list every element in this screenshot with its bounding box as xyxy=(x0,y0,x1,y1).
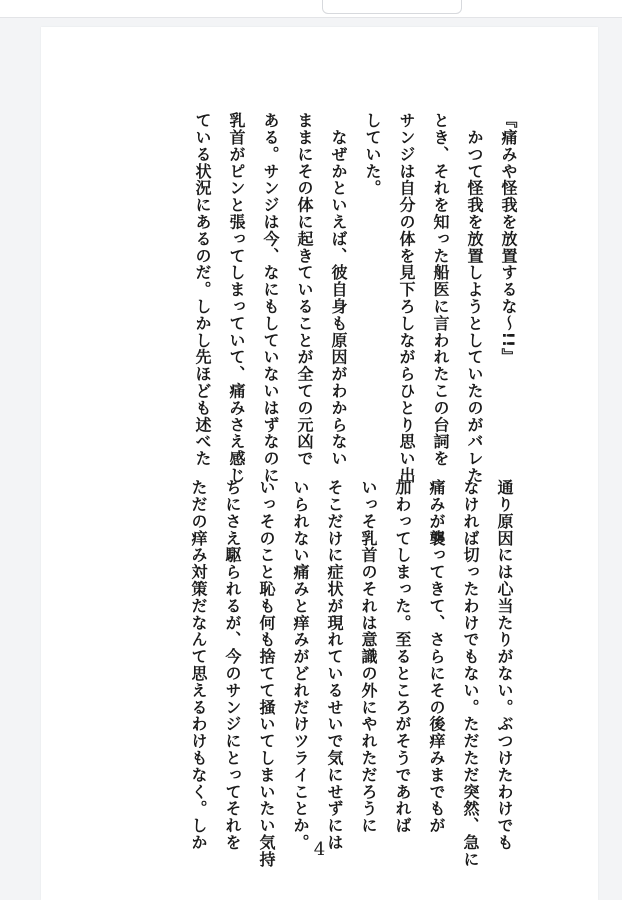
lower-text-line: 加わってしまった。至るところがそうであれば xyxy=(393,479,412,834)
upper-text-line: ある。サンジは今、なにもしていないはずなのに xyxy=(261,112,280,484)
upper-text-line: なぜかといえば、彼自身も原因がわからない xyxy=(329,112,348,467)
upper-text-line: ている状況にあるのだ。しかし先ほども述べた xyxy=(193,112,212,467)
lower-text-line: 痛みが襲ってきて、さらにその後痒みまでもが xyxy=(427,479,446,834)
document-page xyxy=(41,27,598,900)
lower-text-line: ちにさえ駆られるが、今のサンジにとってそれを xyxy=(223,479,242,851)
upper-text-line: ままにその体に起きていることが全ての元凶で xyxy=(295,112,314,467)
viewer-toolbar xyxy=(0,0,622,18)
toolbar-control[interactable] xyxy=(322,0,462,14)
lower-text-line: そこだけに症状が現れているせいで気にせずには xyxy=(325,479,344,851)
upper-text-line: 『痛みや怪我を放置するな〜!!』 xyxy=(499,112,518,365)
upper-text-line: 乳首がピンと張ってしまっていて、痛みさえ感じ xyxy=(227,112,246,484)
text-block-upper xyxy=(185,112,525,492)
upper-text-line: かつて怪我を放置しようとしていたのがバレた xyxy=(465,112,484,484)
upper-text-line: とき、それを知った船医に言われたこの台詞を xyxy=(431,112,450,467)
upper-text-line: サンジは自分の体を見下ろしながらひとり思い出 xyxy=(397,112,416,484)
scrollbar[interactable] xyxy=(616,18,622,900)
page-number: 4 xyxy=(313,839,326,860)
lower-text-line: いっそのこと恥も何も捨てて掻いてしまいたい気持 xyxy=(257,479,276,868)
lower-text-line: いっそ乳首のそれは意識の外にやれただろうに xyxy=(359,479,378,834)
text-block-lower xyxy=(181,479,521,868)
upper-text-line: していた。 xyxy=(363,112,382,197)
lower-text-line: ただの痒み対策だなんて思えるわけもなく。しか xyxy=(189,479,208,851)
lower-text-line: いられない痛みと痒みがどれだけツライことか。 xyxy=(291,479,310,851)
lower-text-line: 通り原因には心当たりがない。ぶつけたわけでも xyxy=(495,479,514,851)
lower-text-line: なければ切ったわけでもない。ただただ突然、急に xyxy=(461,479,480,868)
